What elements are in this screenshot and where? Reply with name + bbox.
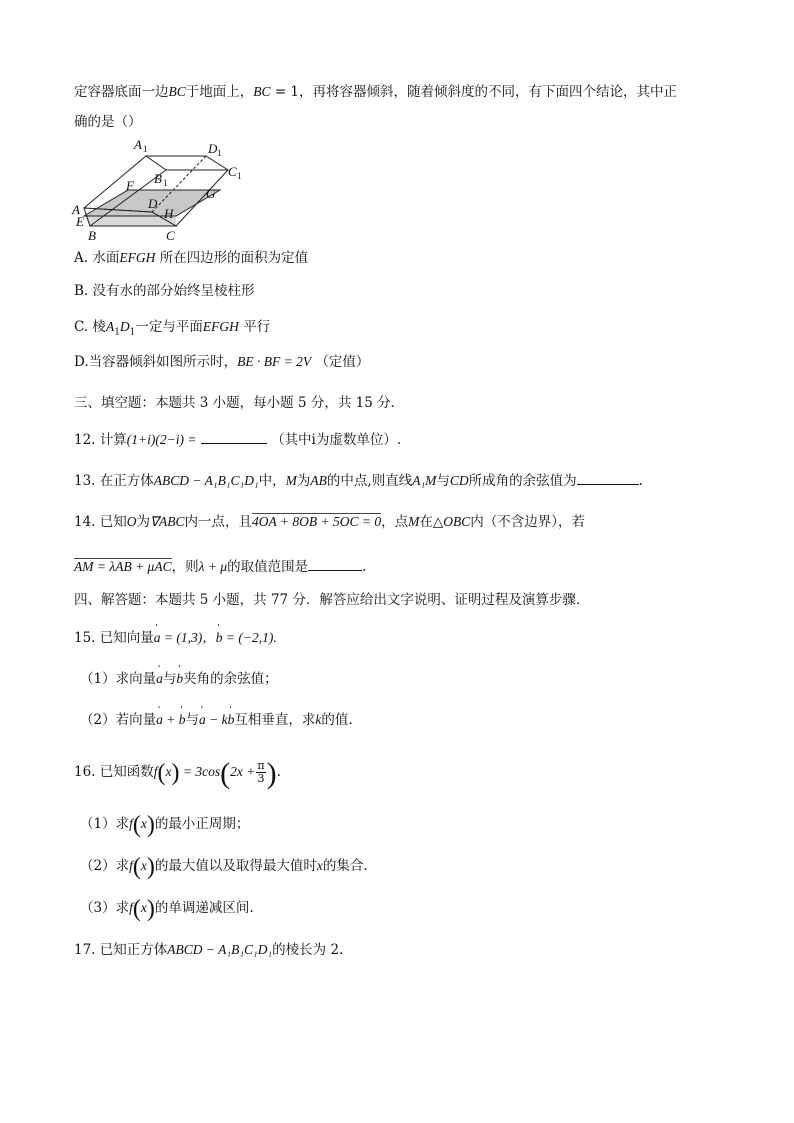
question-16-part-2: （2）求f(x)的最大值以及取得最大值时x的集合. xyxy=(80,854,368,880)
intro-line-2: 确的是（） xyxy=(74,114,142,130)
label-f: F xyxy=(126,178,134,193)
svg-text:1: 1 xyxy=(217,148,222,158)
answer-blank-13[interactable] xyxy=(577,470,639,485)
question-15-part-2: （2）若向量a ' + b '与a ' − kb '互相垂直，求k的值. xyxy=(80,710,353,730)
option-b: B. 没有水的部分始终呈棱柱形 xyxy=(74,283,255,299)
question-16-part-1: （1）求f(x)的最小正周期； xyxy=(80,812,250,838)
option-a: A. 水面EFGH 所在四边形的面积为定值 xyxy=(74,250,309,266)
section-4-heading: 四、解答题：本题共 5 小题，共 77 分．解答应给出文字说明、证明过程及演算步骤． xyxy=(74,592,590,608)
option-d: D.当容器倾斜如图所示时，BE · BF = 2V （定值） xyxy=(74,354,370,370)
question-16-part-3: （3）求f(x)的单调递减区间. xyxy=(80,896,254,922)
math-bc: BC xyxy=(168,84,186,99)
question-15-part-1: （1）求向量a '与b '夹角的余弦值； xyxy=(80,669,278,689)
label-c: C xyxy=(166,228,175,243)
label-d1: D xyxy=(208,141,218,156)
question-17: 17. 已知正方体ABCD − A₁B₁C₁D₁的棱长为 2. xyxy=(74,942,344,958)
prism-figure xyxy=(70,136,250,244)
label-b: B xyxy=(88,228,96,243)
top-face xyxy=(146,156,228,170)
label-b1: B xyxy=(154,171,162,186)
label-a: A xyxy=(72,202,80,217)
label-g: G xyxy=(206,186,216,201)
question-16: 16. 已知函数f(x) = 3cos(2x + $\frac{\pi}{3}$ ). xyxy=(74,757,281,790)
label-d: D xyxy=(148,196,158,211)
label-a1: A xyxy=(134,137,142,152)
svg-text:1: 1 xyxy=(143,144,148,154)
question-14-line-2: AM = λAB + μAC，则λ + μ的取值范围是 . xyxy=(74,556,366,577)
label-h: H xyxy=(164,206,174,221)
section-3-heading: 三、填空题：本题共 3 小题，每小题 5 分，共 15 分． xyxy=(74,395,405,411)
fraction-pi-over-3: $\frac{\pi}{3}$ xyxy=(257,759,265,785)
question-14-line-1: 14. 已知O为∇ABC内一点，且4OA + 8OB + 5OC = 0，点M在△OBC内（不含边界），若 xyxy=(74,514,586,530)
option-c: C. 棱$A_1D_1$一定与平面EFGH 平行 xyxy=(74,319,271,338)
intro-line-1: 定容器底面一边BC于地面上，BC = 1，再将容器倾斜，随着倾斜度的不同，有下面四个结论，其中正 xyxy=(74,84,678,100)
label-c1: C xyxy=(228,164,237,179)
question-12: 12. 计算(1+i)(2−i) = （其中i为虚数单位）. xyxy=(74,429,401,450)
answer-blank-12[interactable] xyxy=(201,429,267,444)
svg-text:1: 1 xyxy=(237,171,242,181)
answer-blank-14[interactable] xyxy=(308,556,362,571)
label-e: E xyxy=(76,214,84,229)
svg-text:1: 1 xyxy=(163,178,168,188)
question-15: 15. 已知向量a ' = (1,3)，b ' = (−2,1). xyxy=(74,628,277,648)
question-13: 13. 在正方体ABCD − A₁B₁C₁D₁中，M为AB的中点,则直线A₁M与CD所成角的余弦值为 . xyxy=(74,470,643,491)
